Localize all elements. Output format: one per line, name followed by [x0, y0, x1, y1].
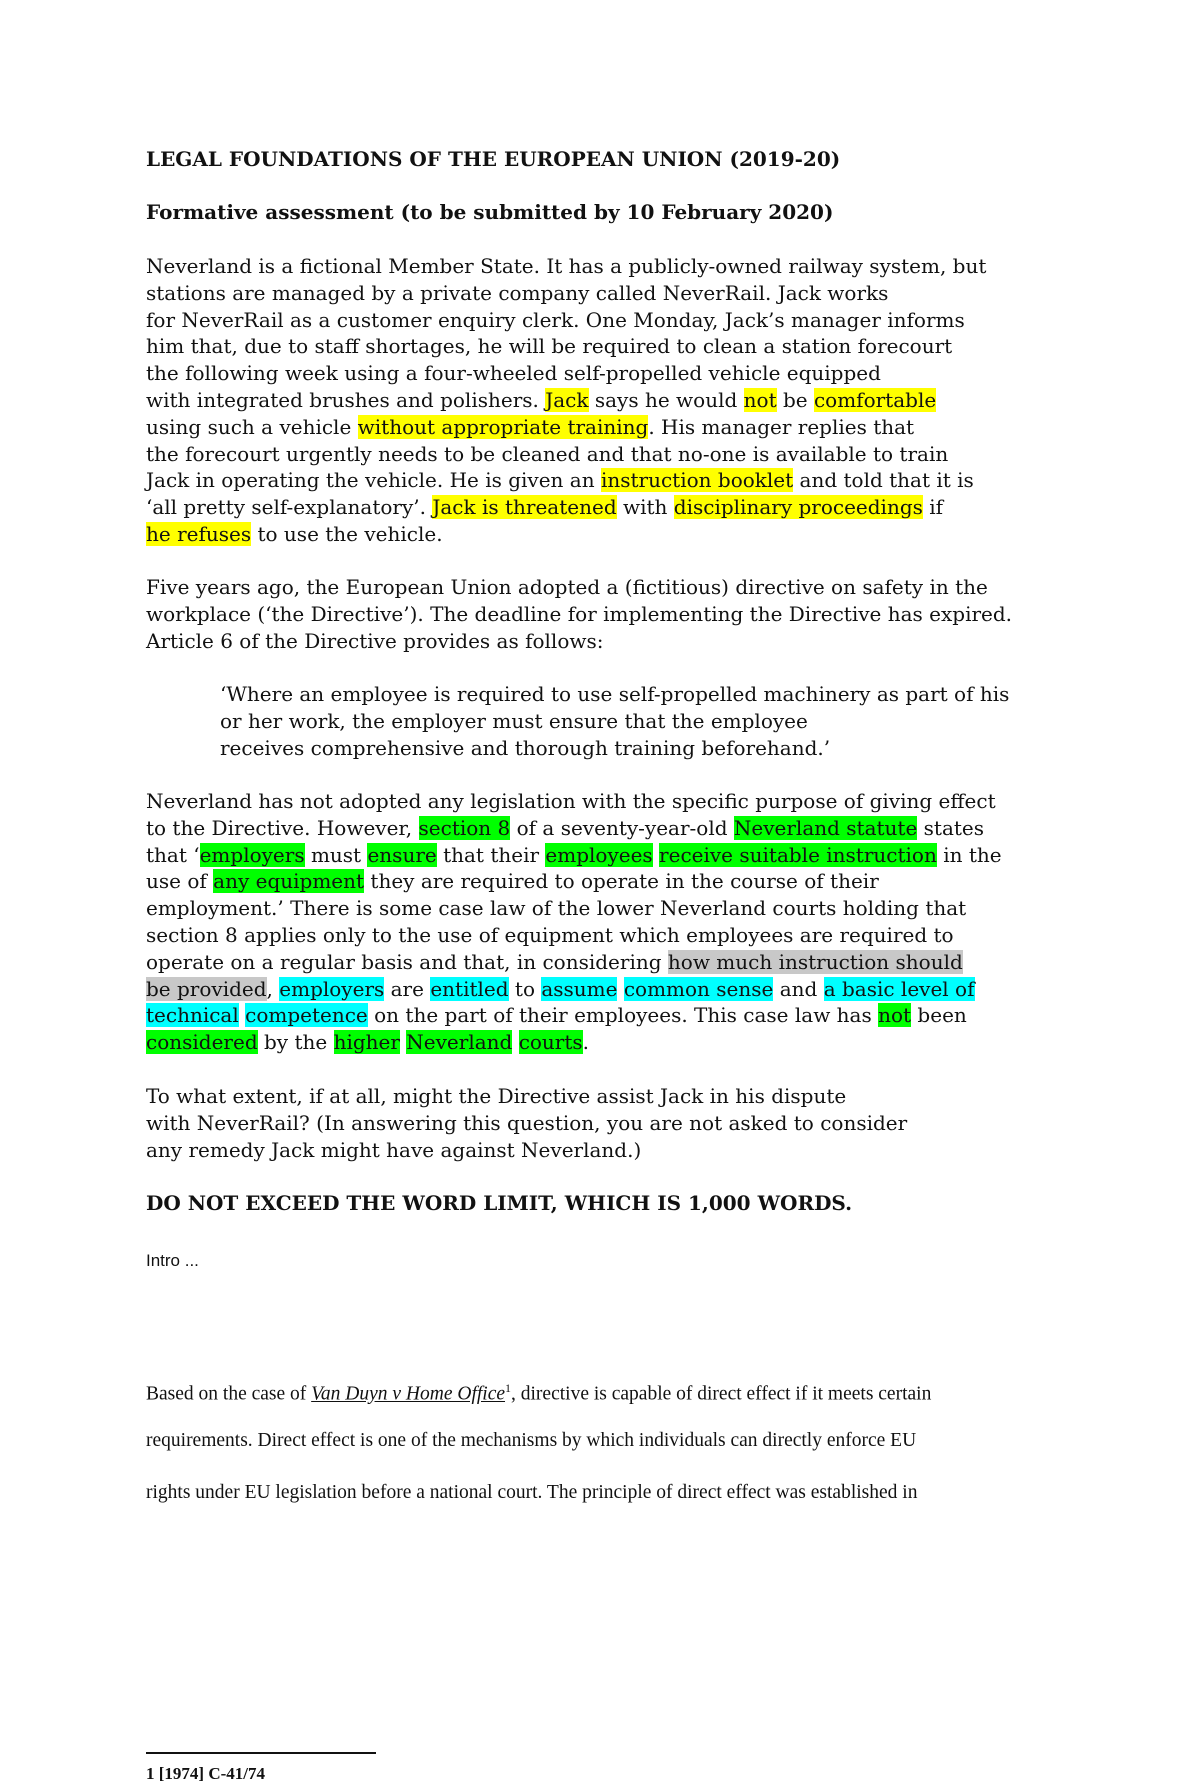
answer-line: requirements. Direct effect is one of the mechanisms by which individuals can directly enforce EU: [146, 1429, 917, 1451]
paragraph-line: Neverland has not adopted any legislation with the specific purpose of giving effect: [146, 789, 996, 813]
highlight-green: ensure: [367, 842, 437, 867]
text-run: to: [508, 976, 542, 1001]
quote-line: receives comprehensive and thorough training beforehand.’: [220, 735, 831, 760]
highlight-green: receive suitable instruction: [659, 842, 937, 867]
text-run: [512, 1030, 518, 1054]
assessment-subtitle: [146, 199, 1086, 226]
case-citation: Van Duyn v Home Office: [311, 1383, 506, 1405]
highlight-yellow: not: [743, 387, 777, 412]
paragraph-line: Article 6 of the Directive provides as follows:: [146, 628, 604, 653]
highlight-green: considered: [146, 1030, 258, 1055]
paragraph-line: the following week using a four-wheeled self-propelled vehicle equipped: [146, 361, 881, 386]
highlight-grey: be provided: [146, 976, 267, 1001]
text-run: that their: [436, 842, 546, 867]
highlight-cyan: assume: [541, 976, 618, 1001]
highlight-green: section 8: [418, 815, 511, 840]
text-run: of a seventy-year-old: [510, 815, 734, 840]
subtitle-text: Formative assessment (to be submitted by 10 February 2020): [146, 200, 834, 224]
scenario-paragraph: [146, 253, 1086, 548]
highlight-green: courts: [518, 1030, 583, 1055]
text-run: by the: [257, 1030, 334, 1055]
highlight-green: higher: [333, 1030, 400, 1055]
title-text: LEGAL FOUNDATIONS OF THE EUROPEAN UNION (2019-20): [146, 147, 841, 171]
text-run: operate on a regular basis and that, in considering: [146, 949, 668, 974]
text-run: they are required to operate in the course of their: [364, 869, 879, 894]
text-run: on the part of their employees. This case law has: [367, 1003, 879, 1028]
highlight-yellow: without appropriate training: [357, 414, 649, 439]
highlight-cyan: competence: [245, 1003, 368, 1028]
paragraph-line: for NeverRail as a customer enquiry clerk. One Monday, Jack’s manager informs: [146, 307, 965, 332]
highlight-green: employees: [545, 842, 653, 867]
paragraph-line: section 8 applies only to the use of equipment which employees are required to: [146, 922, 954, 947]
footnote-ref[interactable]: 1: [505, 1381, 512, 1395]
paragraph-line: [146, 815, 1086, 842]
paragraph-line: [146, 949, 1086, 976]
highlight-yellow: disciplinary proceedings: [673, 495, 923, 520]
article-6-quote: [220, 681, 1160, 761]
text-run: , directive is capable of direct effect if it meets certain: [511, 1383, 932, 1405]
footnote-text: [1974] C-41/74: [154, 1764, 265, 1783]
paragraph-line: [146, 842, 1086, 869]
text-run: that ‘: [146, 842, 200, 867]
text-run: [617, 977, 623, 1001]
text-run: says he would: [588, 387, 744, 412]
text-run: must: [304, 842, 368, 867]
text-run: and told that it is: [793, 468, 974, 493]
highlight-green: employers: [199, 842, 305, 867]
highlight-cyan: common sense: [623, 976, 774, 1001]
paragraph-line: [146, 1002, 1086, 1029]
highlight-cyan: a basic level of: [823, 976, 975, 1001]
text-run: using such a vehicle: [146, 414, 358, 439]
highlight-cyan: employers: [279, 976, 385, 1001]
highlight-green: not: [878, 1003, 912, 1028]
highlight-yellow: he refuses: [146, 521, 252, 546]
highlight-yellow: Jack is threatened: [432, 495, 617, 520]
paragraph-line: Five years ago, the European Union adopted a (fictitious) directive on safety in the: [146, 575, 988, 599]
paragraph-line: [146, 976, 1086, 1003]
footnote-number: 1: [146, 1764, 155, 1783]
text-run: are: [384, 976, 431, 1001]
paragraph-line: Neverland is a fictional Member State. It has a publicly-owned railway system, but: [146, 254, 987, 278]
highlight-green: Neverland: [406, 1030, 513, 1055]
text-run: to the Directive. However,: [146, 815, 419, 840]
answer-line: [146, 1378, 1066, 1431]
highlight-grey: how much instruction should: [667, 949, 963, 974]
paragraph-line: [146, 1029, 1086, 1056]
highlight-green: Neverland statute: [733, 815, 918, 840]
text-run: .: [582, 1030, 590, 1055]
word-limit-notice: [146, 1190, 1086, 1217]
text-run: Based on the case of: [146, 1383, 312, 1405]
national-law-paragraph: [146, 788, 1086, 1056]
highlight-cyan: technical: [146, 1003, 239, 1028]
text-run: . His manager replies that: [648, 414, 915, 439]
paragraph-line: him that, due to staff shortages, he will be required to clean a station forecourt: [146, 334, 953, 359]
intro-text: Intro ...: [146, 1251, 199, 1270]
text-run: ,: [266, 976, 280, 1001]
paragraph-line: workplace (‘the Directive’). The deadline for implementing the Directive has expired.: [146, 601, 1013, 626]
paragraph-line: [146, 387, 1086, 414]
footnote: [146, 1764, 265, 1784]
paragraph-line: To what extent, if at all, might the Directive assist Jack in his dispute: [146, 1084, 847, 1108]
text-run: been: [911, 1003, 967, 1028]
quote-line: or her work, the employer must ensure that the employee: [220, 708, 808, 733]
text-run: use of: [146, 869, 214, 894]
paragraph-line: [146, 868, 1086, 895]
text-run: ‘all pretty self-explanatory’.: [146, 495, 433, 520]
word-limit-text: DO NOT EXCEED THE WORD LIMIT, WHICH IS 1,000 WORDS.: [146, 1191, 853, 1215]
highlight-yellow: Jack: [545, 387, 589, 412]
paragraph-line: [146, 467, 1086, 494]
text-run: in the: [936, 842, 1002, 867]
question-paragraph: [146, 1083, 1086, 1163]
paragraph-line: [146, 521, 1086, 548]
quote-line: ‘Where an employee is required to use self-propelled machinery as part of his: [220, 682, 1010, 706]
text-run: be: [776, 387, 814, 412]
paragraph-line: the forecourt urgently needs to be cleaned and that no-one is available to train: [146, 441, 949, 466]
directive-paragraph: [146, 574, 1086, 654]
paragraph-line: [146, 494, 1086, 521]
footnote-separator: [146, 1752, 376, 1754]
text-run: to use the vehicle.: [251, 521, 443, 546]
text-run: states: [917, 815, 985, 840]
text-run: with integrated brushes and polishers.: [146, 387, 546, 412]
paragraph-line: stations are managed by a private company called NeverRail. Jack works: [146, 280, 889, 305]
paragraph-line: employment.’ There is some case law of the lower Neverland courts holding that: [146, 896, 967, 921]
document-title: [146, 146, 1086, 173]
text-run: with: [616, 495, 674, 520]
answer-line: rights under EU legislation before a national court. The principle of direct effect was established in: [146, 1482, 918, 1503]
highlight-yellow: instruction booklet: [600, 468, 794, 493]
highlight-green: any equipment: [213, 869, 365, 894]
intro-heading: [146, 1248, 1086, 1275]
highlight-yellow: comfortable: [813, 387, 937, 412]
paragraph-line: any remedy Jack might have against Neverland.): [146, 1137, 642, 1162]
answer-body: [146, 1378, 1066, 1536]
text-run: Jack in operating the vehicle. He is given an: [146, 468, 601, 493]
paragraph-line: with NeverRail? (In answering this question, you are not asked to consider: [146, 1110, 908, 1135]
text-run: and: [773, 976, 824, 1001]
text-run: if: [922, 495, 944, 520]
paragraph-line: [146, 414, 1086, 441]
highlight-cyan: entitled: [430, 976, 509, 1001]
